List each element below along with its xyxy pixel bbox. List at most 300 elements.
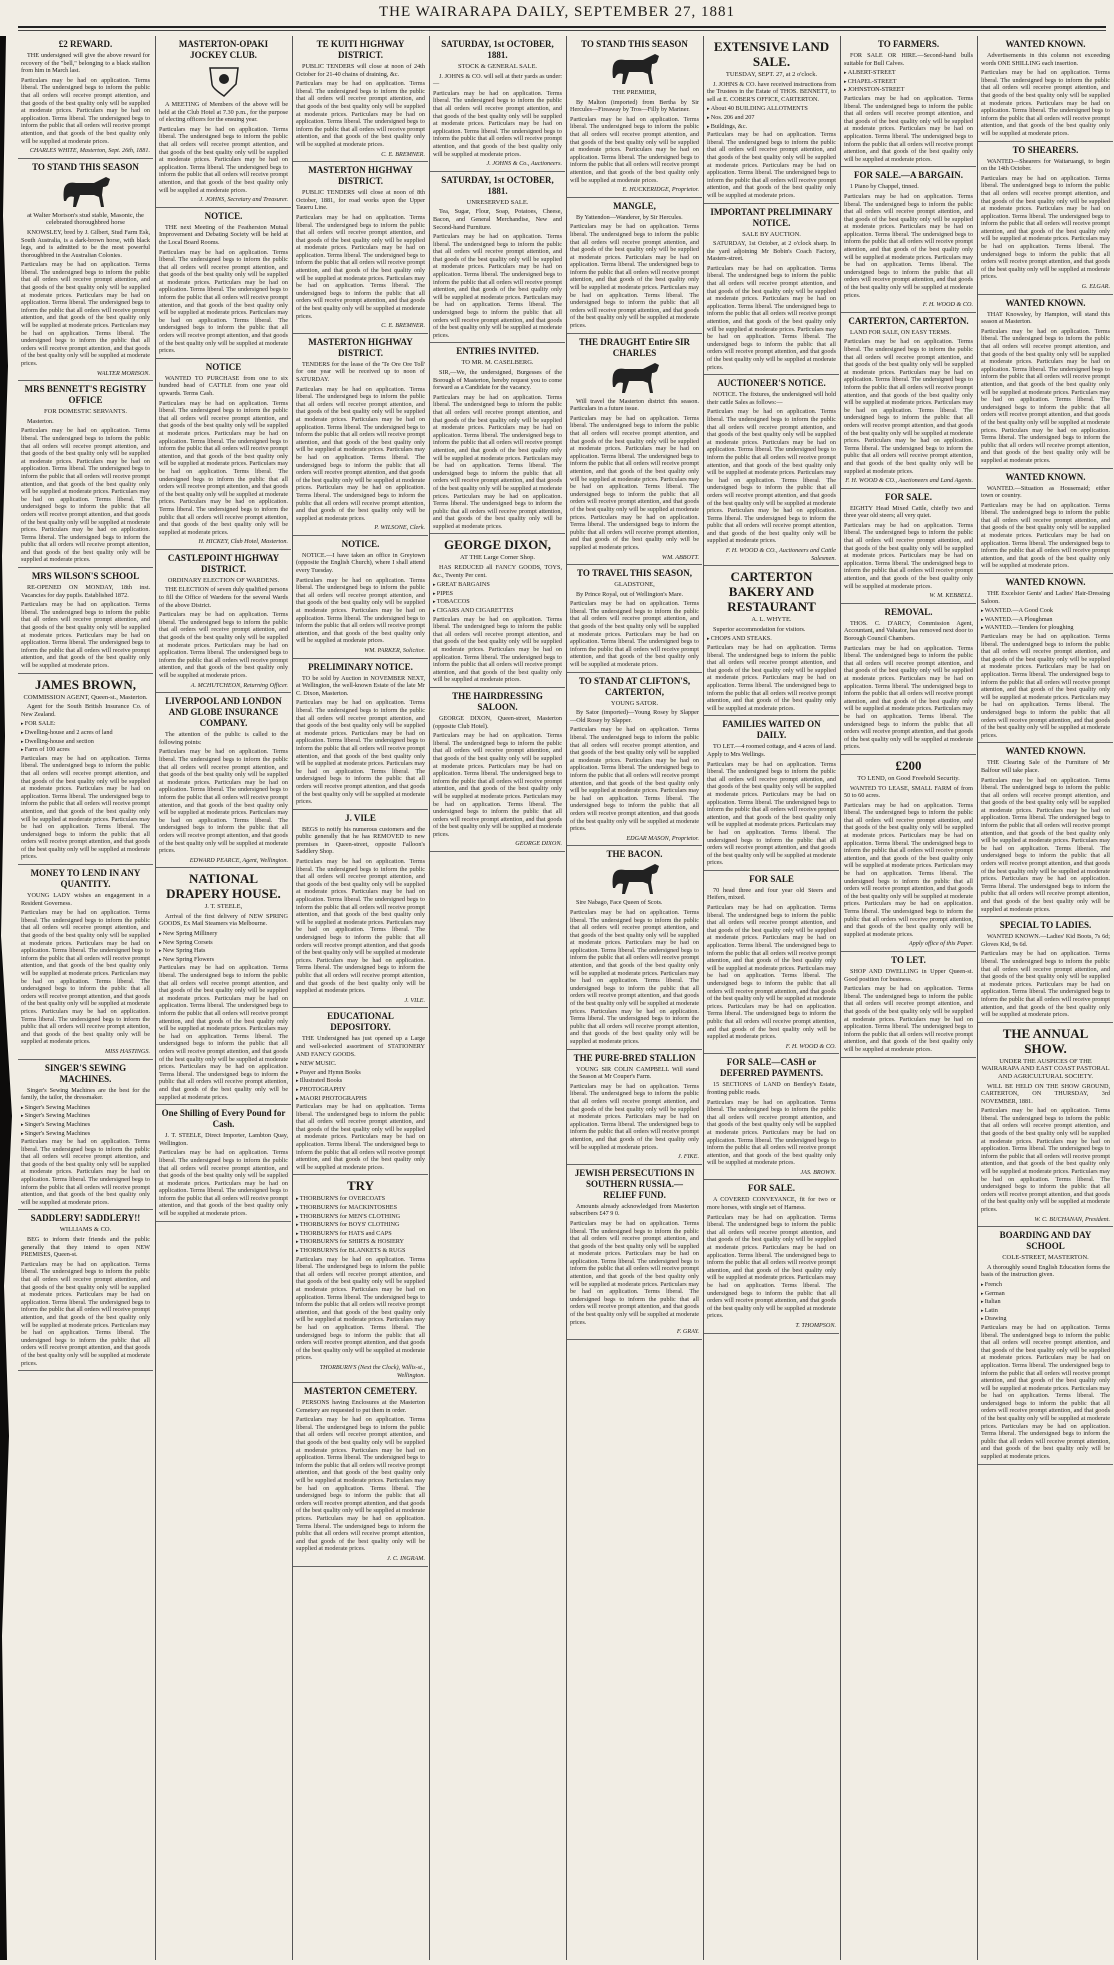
advertisement xyxy=(978,39,1113,142)
advertisement xyxy=(156,1108,291,1222)
ad-signature: J. C. INGRAM. xyxy=(387,1554,425,1562)
ad-title: £2 REWARD. xyxy=(58,39,113,49)
ad-title: CASTLEPOINT HIGHWAY DISTRICT. xyxy=(167,552,280,574)
advertisement xyxy=(841,758,976,952)
ad-body: NOTICE.—I have taken an office in Greytown (opposite the English Church), where I shall attend every Tuesday. xyxy=(296,551,425,575)
ad-signature: WM. PARKER, Solicitor. xyxy=(364,647,425,654)
ad-title: CARTERTON BAKERY AND RESTAURANT xyxy=(727,569,816,615)
ad-body: THE Excelsior Gents' and Ladies' Hair-Dressing Saloon. xyxy=(981,590,1110,605)
ad-body: A MEETING of Members of the above will be held at the Club Hotel at 7.30 p.m., for the purpose of electing officers for the ensuing year. xyxy=(159,101,288,124)
ad-list-item: ▸ THORBURN'S for HATS and CAPS xyxy=(296,1230,425,1239)
ad-title: WANTED KNOWN. xyxy=(1005,39,1086,49)
ad-signature: MISS HASTINGS. xyxy=(104,1047,150,1055)
ad-fine-print: Particulars may be had on application. Terms liberal. The undersigned begs to inform the public that all orders will receive prompt attention, and that goods of the best quality only will be supplied at moderate prices. Particulars may be had on application. Terms liberal. The undersigned begs to inform the public that all orders will receive prompt attention, and that goods of the best quality only will be supplied at moderate prices. Particulars may be had on application. Terms liberal. The undersigned begs to inform the public that all orders will receive prompt attention, and that goods of the best quality only will be supplied at moderate prices. xyxy=(296,699,425,806)
ad-title: NOTICE xyxy=(205,361,242,372)
ad-signature: EDWARD PEARCE, Agent, Wellington. xyxy=(189,856,288,864)
ad-title: MRS BENNETT'S REGISTRY OFFICE xyxy=(24,384,147,406)
ad-list-item: ▸ Drawing xyxy=(981,1315,1110,1324)
ad-title: WANTED KNOWN. xyxy=(1005,471,1086,482)
ad-list-item: ▸ Latin xyxy=(981,1307,1110,1316)
ad-list-item: ▸ THORBURN'S for MACKINTOSHES xyxy=(296,1204,425,1213)
ad-list-item: ▸ CHOPS AND STEAKS. xyxy=(707,635,836,644)
ad-body: THE next Meeting of the Featherston Mutual Improvement and Debating Society will be held at the Local Board Rooms. xyxy=(159,223,288,246)
ad-fine-print: Particulars may be had on application. Terms liberal. The undersigned begs to inform the public that all orders will receive prompt attention, and that goods of the best quality only will be supplied at moderate prices. Particulars may be had on application. Terms liberal. The undersigned begs to inform the public that all orders will receive prompt attention, and that goods of the best quality only will be supplied at moderate prices. Particulars may be had on application. Terms liberal. The undersigned begs to inform the public that all orders will receive prompt attention, and that goods of the best quality only will be supplied at moderate prices. xyxy=(21,754,150,861)
ad-fine-print: Particulars may be had on application. Terms liberal. The undersigned begs to inform the public that all orders will receive prompt attention, and that goods of the best quality only will be supplied at moderate prices. Particulars may be had on application. Terms liberal. The undersigned begs to inform the public that all orders will receive prompt attention, and that goods of the best quality only will be supplied at moderate prices. xyxy=(981,69,1110,137)
ad-body: KNOWSLEY, bred by J. Gilbert, Stud Farm Esk, South Australia, is a dark-brown horse, with black legs, and is admitted to be the most powerful thoroughbred in the Australian Colonies. xyxy=(21,228,150,259)
ad-title: MRS WILSON'S SCHOOL xyxy=(31,571,140,582)
ad-title: GEORGE DIXON, xyxy=(444,537,551,553)
ad-body: J. JOHNS & CO. will sell at their yards as under:— xyxy=(433,72,562,88)
ad-body: THE Undersigned has just opened up a Large and well-selected assortment of STATIONERY AND FANCY GOODS. xyxy=(296,1035,425,1058)
advertisement xyxy=(704,874,839,1054)
advertisement xyxy=(293,813,428,1009)
ad-signature: P. WILSONE, Clerk. xyxy=(374,524,425,532)
ad-fine-print: Particulars may be had on application. Terms liberal. The undersigned begs to inform the public that all orders will receive prompt attention, and that goods of the best quality only will be supplied at moderate prices. Particulars may be had on application. Terms liberal. The undersigned begs to inform the public that all orders will receive prompt attention, and that goods of the best quality only will be supplied at moderate prices. xyxy=(844,985,973,1053)
ad-title: WANTED KNOWN. xyxy=(1005,746,1086,757)
ad-list xyxy=(21,720,150,754)
ad-title: FOR SALE—CASH or DEFERRED PAYMENTS. xyxy=(719,1057,823,1079)
ad-fine-print: Particulars may be had on application. Terms liberal. The undersigned begs to inform the public that all orders will receive prompt attention, and that goods of the best quality only will be supplied at moderate prices. Particulars may be had on application. Terms liberal. The undersigned begs to inform the public that all orders will receive prompt attention, and that goods of the best quality only will be supplied at moderate prices. Particulars may be had on application. Terms liberal. The undersigned begs to inform the public that all orders will receive prompt attention, and that goods of the best quality only will be supplied at moderate prices. Particulars may be had on application. Terms liberal. The undersigned begs to inform the public that all orders will receive prompt attention, and that goods of the best quality only will be supplied at moderate prices. xyxy=(21,427,150,564)
ad-title: NOTICE. xyxy=(204,210,243,221)
ad-body: Tea, Sugar, Flour, Soap, Potatoes, Cheese, Bacon, and General Merchandise, New and Second-hand Furniture. xyxy=(433,208,562,231)
ad-list-item: ▸ New Spring Millinery xyxy=(159,930,288,939)
ad-list-item: ▸ Buildings, &c. xyxy=(707,123,836,132)
ad-list-item: ▸ Singer's Sewing Machines xyxy=(21,1130,150,1139)
advertisement xyxy=(156,696,291,868)
ad-fine-print: Particulars may be had on application. Terms liberal. The undersigned begs to inform the public that all orders will receive prompt attention, and that goods of the best quality only will be supplied at moderate prices. Particulars may be had on application. Terms liberal. The undersigned begs to inform the public that all orders will receive prompt attention, and that goods of the best quality only will be supplied at moderate prices. Particulars may be had on application. Terms liberal. The undersigned begs to inform the public that all orders will receive prompt attention, and that goods of the best quality only will be supplied at moderate prices. xyxy=(981,633,1110,739)
advertisement xyxy=(704,378,839,566)
ad-list-item: ▸ Singer's Sewing Machines xyxy=(21,1112,150,1121)
ad-fine-print: Particulars may be had on application. Terms liberal. The undersigned begs to inform the public that all orders will receive prompt attention, and that goods of the best quality only will be supplied at moderate prices. Particulars may be had on application. Terms liberal. The undersigned begs to inform the public that all orders will receive prompt attention, and that goods of the best quality only will be supplied at moderate prices. Particulars may be had on application. Terms liberal. The undersigned begs to inform the public that all orders will receive prompt attention, and that goods of the best quality only will be supplied at moderate prices. xyxy=(296,213,425,320)
ad-list-item: ▸ Dwelling-house and 2 acres of land xyxy=(21,729,150,738)
ad-title: SINGER'S SEWING MACHINES. xyxy=(44,1062,127,1084)
ad-fine-print: Particulars may be had on application. Terms liberal. The undersigned begs to inform the public that all orders will receive prompt attention, and that goods of the best quality only will be supplied at moderate prices. Particulars may be had on application. Terms liberal. The undersigned begs to inform the public that all orders will receive prompt attention, and that goods of the best quality only will be supplied at moderate prices. xyxy=(570,600,699,669)
ad-title: AUCTIONEER'S NOTICE. xyxy=(717,378,826,389)
ad-list-item: ▸ THORBURN'S for BOYS' CLOTHING xyxy=(296,1221,425,1230)
ad-title: TO STAND THIS SEASON xyxy=(581,39,688,49)
ad-body: PUBLIC TENDERS will close at noon of 8th October, 1881, for road works upon the Upper Taueru Line. xyxy=(296,189,425,212)
ad-title: EXTENSIVE LAND SALE. xyxy=(713,39,830,69)
ad-title: MASTERTON CEMETERY. xyxy=(304,1386,417,1397)
ad-list-item: ▸ PIPES xyxy=(433,590,562,599)
ad-body: Sire Nabago, Face Queen of Scots. xyxy=(576,899,663,907)
advertisement xyxy=(18,868,153,1059)
ad-fine-print: Particulars may be had on application. Terms liberal. The undersigned begs to inform the public that all orders will receive prompt attention, and that goods of the best quality only will be supplied at moderate prices. Particulars may be had on application. Terms liberal. The undersigned begs to inform the public that all orders will receive prompt attention, and that goods of the best quality only will be supplied at moderate prices. xyxy=(296,80,425,148)
advertisement xyxy=(567,849,702,1049)
ad-signature: GEORGE DIXON. xyxy=(515,840,562,848)
ad-title: WANTED KNOWN. xyxy=(1005,297,1086,308)
ad-list-item: ▸ CIGARS AND CIGARETTES xyxy=(433,607,562,616)
ad-fine-print: Particulars may be had on application. Terms liberal. The undersigned begs to inform the public that all orders will receive prompt attention, and that goods of the best quality only will be supplied at moderate prices. Particulars may be had on application. Terms liberal. The undersigned begs to inform the public that all orders will receive prompt attention, and that goods of the best quality only will be supplied at moderate prices. Particulars may be had on application. Terms liberal. The undersigned begs to inform the public that all orders will receive prompt attention, and that goods of the best quality only will be supplied at moderate prices. Particulars may be had on application. Terms liberal. The undersigned begs to inform the public that all orders will receive prompt attention, and that goods of the best quality only will be supplied at moderate prices. xyxy=(296,385,425,522)
advertisement xyxy=(18,384,153,568)
ad-signature: F. H. WOOD & CO., Auctioneers and Cattle Salesmen. xyxy=(725,547,836,562)
ad-list xyxy=(296,1060,425,1103)
ad-title: TRY xyxy=(347,1178,374,1194)
column-8 xyxy=(977,36,1113,1960)
ad-title: WANTED KNOWN. xyxy=(1005,577,1086,588)
ad-body: FOR SALE OR HIRE.—Second-hand bulls suitable for Bull Calves. xyxy=(844,52,973,67)
ad-fine-print: Particulars may be had on application. Terms liberal. The undersigned begs to inform the public that all orders will receive prompt attention, and that goods of the best quality only will be supplied at moderate prices. Particulars may be had on application. Terms liberal. The undersigned begs to inform the public that all orders will receive prompt attention, and that goods of the best quality only will be supplied at moderate prices. Particulars may be had on application. Terms liberal. The undersigned begs to inform the public that all orders will receive prompt attention, and that goods of the best quality only will be supplied at moderate prices. Particulars may be had on application. Terms liberal. The undersigned begs to inform the public that all orders will receive prompt attention, and that goods of the best quality only will be supplied at moderate prices. xyxy=(296,1416,425,1553)
advertisement xyxy=(841,955,976,1058)
ad-fine-print: Particulars may be had on application. Terms liberal. The undersigned begs to inform the public that all orders will receive prompt attention, and that goods of the best quality only will be supplied at moderate prices. Particulars may be had on application. Terms liberal. The undersigned begs to inform the public that all orders will receive prompt attention, and that goods of the best quality only will be supplied at moderate prices. Particulars may be had on application. Terms liberal. The undersigned begs to inform the public that all orders will receive prompt attention, and that goods of the best quality only will be supplied at moderate prices. xyxy=(21,261,150,367)
horse-icon xyxy=(56,175,116,209)
ad-title: LIVERPOOL AND LONDON AND GLOBE INSURANCE COMPANY. xyxy=(165,696,282,729)
advertisement xyxy=(430,175,565,344)
advertisement xyxy=(841,170,976,313)
ad-fine-print: Particulars may be had on application. Terms liberal. The undersigned begs to inform the public that all orders will receive prompt attention, and that goods of the best quality only will be supplied at moderate prices. Particulars may be had on application. Terms liberal. The undersigned begs to inform the public that all orders will receive prompt attention, and that goods of the best quality only will be supplied at moderate prices. Particulars may be had on application. Terms liberal. The undersigned begs to inform the public that all orders will receive prompt attention, and that goods of the best quality only will be supplied at moderate prices. xyxy=(433,233,562,339)
ad-fine-print: Particulars may be had on application. Terms liberal. The undersigned begs to inform the public that all orders will receive prompt attention, and that goods of the best quality only will be supplied at moderate prices. Particulars may be had on application. Terms liberal. The undersigned begs to inform the public that all orders will receive prompt attention, and that goods of the best quality only will be supplied at moderate prices. Particulars may be had on application. Terms liberal. The undersigned begs to inform the public that all orders will receive prompt attention, and that goods of the best quality only will be supplied at moderate prices. xyxy=(707,760,836,867)
ad-body: WILL BE HELD ON THE SHOW GROUND, CARTERTON, ON THURSDAY, 3rd NOVEMBER, 1881. xyxy=(981,1082,1110,1105)
ad-title: FOR SALE. xyxy=(884,491,932,502)
ad-signature: WALTER MORISON. xyxy=(96,369,150,377)
masthead-rule xyxy=(18,26,1106,28)
ad-list-item: ▸ Singer's Sewing Machines xyxy=(21,1104,150,1113)
advertisement xyxy=(18,571,153,674)
ad-title: £200 xyxy=(895,757,922,773)
ad-list-item: ▸ THORBURN'S for MEN'S CLOTHING xyxy=(296,1213,425,1222)
ad-list-item: ▸ WANTED.—A Good Cook xyxy=(981,607,1110,616)
ad-subtitle: J. T. STEELE, xyxy=(204,903,243,911)
ad-body: THE ELECTION of seven duly qualified persons to fill the Office of Wardens for the several Wards of the above District. xyxy=(159,586,288,609)
ad-list-item: ▸ TOBACCOS xyxy=(433,598,562,607)
ad-list-item: ▸ GREAT BARGAINS xyxy=(433,581,562,590)
ad-fine-print: Particulars may be had on application. Terms liberal. The undersigned begs to inform the public that all orders will receive prompt attention, and that goods of the best quality only will be supplied at moderate prices. Particulars may be had on application. Terms liberal. The undersigned begs to inform the public that all orders will receive prompt attention, and that goods of the best quality only will be supplied at moderate prices. Particulars may be had on application. Terms liberal. The undersigned begs to inform the public that all orders will receive prompt attention, and that goods of the best quality only will be supplied at moderate prices. xyxy=(570,726,699,833)
ad-signature: CHARLES WHITE, Masterton, Sept. 26th, 1881. xyxy=(29,147,150,155)
ad-body: Arrival of the first delivery of NEW SPRING GOODS, Ex Mail Steamers via Melbourne. xyxy=(159,912,288,928)
ad-subtitle: TO MR. M. CASELBERG. xyxy=(461,359,534,367)
ad-signature: EDGAR MASON, Proprietor. xyxy=(626,834,699,842)
ad-body: YOUNG LADY wishes an engagement in a Resident Governess. xyxy=(21,892,150,907)
ad-signature: WM. ABBOTT. xyxy=(661,553,699,561)
ad-title: J. VILE xyxy=(345,812,376,823)
ad-list-item: ▸ THORBURN'S for SHIRTS & HOSIERY xyxy=(296,1238,425,1247)
ad-title: FAMILIES WAITED ON DAILY. xyxy=(722,719,821,741)
ad-fine-print: Particulars may be had on application. Terms liberal. The undersigned begs to inform the public that all orders will receive prompt attention, and that goods of the best quality only will be supplied at moderate prices. Particulars may be had on application. Terms liberal. The undersigned begs to inform the public that all orders will receive prompt attention, and that goods of the best quality only will be supplied at moderate prices. xyxy=(159,611,288,679)
ad-body: SATURDAY, 1st October, at 2 o'clock sharp. In the yard adjoining Mr Bobin's Coach Factory, Masters-street. xyxy=(707,240,836,263)
ad-subtitle: TUESDAY, SEPT. 27, at 2 o'clock. xyxy=(725,71,818,78)
ad-fine-print: Particulars may be had on application. Terms liberal. The undersigned begs to inform the public that all orders will receive prompt attention, and that goods of the best quality only will be supplied at moderate prices. Particulars may be had on application. Terms liberal. The undersigned begs to inform the public that all orders will receive prompt attention, and that goods of the best quality only will be supplied at moderate prices. Particulars may be had on application. Terms liberal. The undersigned begs to inform the public that all orders will receive prompt attention, and that goods of the best quality only will be supplied at moderate prices. Particulars may be had on application. Terms liberal. The undersigned begs to inform the public that all orders will receive prompt attention, and that goods of the best quality only will be supplied at moderate prices. xyxy=(159,399,288,536)
ad-list-item: ▸ THORBURN'S for OVERCOATS xyxy=(296,1195,425,1204)
advertisement xyxy=(978,920,1113,1023)
ad-list xyxy=(159,930,288,964)
advertisement xyxy=(704,1057,839,1180)
advertisement xyxy=(567,39,702,198)
ad-title: NATIONAL DRAPERY HOUSE. xyxy=(166,871,281,902)
ad-signature: JAS. BROWN. xyxy=(800,1168,836,1176)
ad-title: IMPORTANT PRELIMINARY NOTICE. xyxy=(710,206,833,228)
crest-icon xyxy=(204,64,244,98)
ad-body: WANTED TO LEASE, SMALL FARM of from 50 to 60 acres. xyxy=(844,784,973,800)
ad-body: EIGHTY Head Mixed Cattle, chiefly two and three year old steers; all very quiet. xyxy=(844,504,973,520)
ad-list xyxy=(433,581,562,615)
ad-fine-print: Particulars may be had on application. Terms liberal. The undersigned begs to inform the public that all orders will receive prompt attention, and that goods of the best quality only will be supplied at moderate prices. Particulars may be had on application. Terms liberal. The undersigned begs to inform the public that all orders will receive prompt attention, and that goods of the best quality only will be supplied at moderate prices. xyxy=(159,125,288,194)
ad-fine-print: Particulars may be had on application. Terms liberal. The undersigned begs to inform the public that all orders will receive prompt attention, and that goods of the best quality only will be supplied at moderate prices. Particulars may be had on application. Terms liberal. The undersigned begs to inform the public that all orders will receive prompt attention, and that goods of the best quality only will be supplied at moderate prices. Particulars may be had on application. Terms liberal. The undersigned begs to inform the public that all orders will receive prompt attention, and that goods of the best quality only will be supplied at moderate prices. xyxy=(296,1255,425,1362)
ad-fine-print: Particulars may be had on application. Terms liberal. The undersigned begs to inform the public that all orders will receive prompt attention, and that goods of the best quality only will be supplied at moderate prices. Particulars may be had on application. Terms liberal. The undersigned begs to inform the public that all orders will receive prompt attention, and that goods of the best quality only will be supplied at moderate prices. xyxy=(21,76,150,145)
ad-title: TO SHEARERS. xyxy=(1012,144,1079,155)
ad-title: JEWISH PERSECUTIONS IN SOUTHERN RUSSIA.—RELIEF FUND. xyxy=(574,1167,695,1200)
ad-subtitle: STOCK & GENERAL SALE. xyxy=(457,63,538,70)
advertisement xyxy=(430,537,565,688)
advertisement xyxy=(293,1178,428,1383)
advertisement xyxy=(567,568,702,673)
ad-body: A thoroughly sound English Education forms the basis of the instruction given. xyxy=(981,1263,1110,1279)
ad-title: PRELIMINARY NOTICE. xyxy=(308,661,413,672)
ad-body: 1 Piano by Chappel, tinned. xyxy=(850,183,919,191)
ad-signature: THORBURN'S (Next the Clock), Willis-st., Wellington. xyxy=(319,1363,425,1379)
advertisement xyxy=(18,39,153,159)
ad-fine-print: Particulars may be had on application. Terms liberal. The undersigned begs to inform the public that all orders will receive prompt attention, and that goods of the best quality only will be supplied at moderate prices. Particulars may be had on application. Terms liberal. The undersigned begs to inform the public that all orders will receive prompt attention, and that goods of the best quality only will be supplied at moderate prices. xyxy=(433,615,562,684)
ad-body: By Yattendon—Wanderer, by Sir Hercules. xyxy=(576,213,683,221)
horse-icon xyxy=(605,862,665,896)
ad-title: TE KUITI HIGHWAY DISTRICT. xyxy=(316,39,405,60)
ad-subtitle: COLE-STREET, MASTERTON. xyxy=(1002,1254,1089,1262)
ad-body: Superior accommodation for visitors. xyxy=(713,625,806,633)
ad-title: THE ANNUAL SHOW. xyxy=(1002,1025,1089,1056)
ad-title: FOR SALE. xyxy=(747,1183,795,1194)
ad-body: SHOP AND DWELLING in Upper Queen-st. Good position for business. xyxy=(844,967,973,983)
ad-fine-print: Particulars may be had on application. Terms liberal. The undersigned begs to inform the public that all orders will receive prompt attention, and that goods of the best quality only will be supplied at moderate prices. Particulars may be had on application. Terms liberal. The undersigned begs to inform the public that all orders will receive prompt attention, and that goods of the best quality only will be supplied at moderate prices. xyxy=(707,131,836,199)
ad-title: SPECIAL TO LADIES. xyxy=(999,920,1092,931)
ad-subtitle: GLADSTONE, xyxy=(614,581,655,589)
ad-fine-print: Particulars may be had on application. Terms liberal. The undersigned begs to inform the public that all orders will receive prompt attention, and that goods of the best quality only will be supplied at moderate prices. Particulars may be had on application. Terms liberal. The undersigned begs to inform the public that all orders will receive prompt attention, and that goods of the best quality only will be supplied at moderate prices. Particulars may be had on application. Terms liberal. The undersigned begs to inform the public that all orders will receive prompt attention, and that goods of the best quality only will be supplied at moderate prices. xyxy=(433,732,562,838)
ad-list xyxy=(296,1195,425,1255)
ad-body: Agent for the South British Insurance Co. of New Zealand. xyxy=(21,703,150,718)
ad-title: TO STAND AT CLIFTON'S, CARTERTON, xyxy=(578,675,691,697)
ad-list-item: ▸ ALBERT-STREET xyxy=(844,69,973,78)
ad-title: THE DRAUGHT Entire SIR CHARLES xyxy=(579,336,690,358)
horse-icon xyxy=(605,52,665,86)
ad-fine-print: Particulars may be had on application. Terms liberal. The undersigned begs to inform the public that all orders will receive prompt attention, and that goods of the best quality only will be supplied at moderate prices. Particulars may be had on application. Terms liberal. The undersigned begs to inform the public that all orders will receive prompt attention, and that goods of the best quality only will be supplied at moderate prices. xyxy=(707,1098,836,1167)
ad-fine-print: Particulars may be had on application. Terms liberal. The undersigned begs to inform the public that all orders will receive prompt attention, and that goods of the best quality only will be supplied at moderate prices. Particulars may be had on application. Terms liberal. The undersigned begs to inform the public that all orders will receive prompt attention, and that goods of the best quality only will be supplied at moderate prices. xyxy=(844,521,973,590)
ad-body: LAND FOR SALE, ON EASY TERMS. xyxy=(850,328,951,336)
ad-title: MANGLE, xyxy=(613,200,656,211)
advertisement xyxy=(430,39,565,172)
ad-body: By Sator (imported)—Young Rosey by Slapper—Old Rosey by Slapper. xyxy=(570,709,699,724)
ad-fine-print: Particulars may be had on application. Terms liberal. The undersigned begs to inform the public that all orders will receive prompt attention, and that goods of the best quality only will be supplied at moderate prices. Particulars may be had on application. Terms liberal. The undersigned begs to inform the public that all orders will receive prompt attention, and that goods of the best quality only will be supplied at moderate prices. xyxy=(570,1082,699,1151)
ad-title: SADDLERY! SADDLERY!! xyxy=(30,1213,141,1224)
ad-list xyxy=(981,607,1110,633)
ad-body: PUBLIC TENDERS will close at noon of 24th October for 21-40 chains of draining, &c. xyxy=(296,63,425,78)
advertisement xyxy=(704,719,839,871)
ad-body: THAT Knowsley, by Hampton, will stand this season at Masterton. xyxy=(981,310,1110,326)
advertisement xyxy=(18,677,153,865)
ad-subtitle: YOUNG SATOR. xyxy=(610,699,659,707)
ad-list-item: ▸ About 40 BUILDING ALLOTMENTS xyxy=(707,105,836,114)
ad-title: CARTERTON, CARTERTON. xyxy=(848,315,969,326)
ad-list-item: ▸ Dwelling-house and section xyxy=(21,738,150,747)
ad-title: MASTERTON HIGHWAY DISTRICT. xyxy=(308,336,413,358)
ad-title: THE HAIRDRESSING SALOON. xyxy=(452,690,543,712)
column-2 xyxy=(155,36,291,1960)
advertisement xyxy=(978,298,1113,469)
ad-signature: F. H. WOOD & CO., Auctioneers and Land Agents. xyxy=(845,477,973,485)
ad-title: ENTRIES INVITED. xyxy=(456,346,539,357)
ad-signature: J. JOHNS & Co., Auctioneers. xyxy=(486,160,562,168)
advertisement xyxy=(430,691,565,852)
ad-subtitle: WILLIAMS & CO. xyxy=(59,1226,112,1234)
ad-title: JAMES BROWN, xyxy=(34,676,137,692)
advertisement xyxy=(156,362,291,550)
ad-title: FOR SALE.—A BARGAIN. xyxy=(853,170,963,181)
ad-body: RE-OPENED ON MONDAY, 18th inst. Vacancies for day pupils. Established 1872. xyxy=(21,584,150,599)
ad-fine-print: Particulars may be had on application. Terms liberal. The undersigned begs to inform the public that all orders will receive prompt attention, and that goods of the best quality only will be supplied at moderate prices. Particulars may be had on application. Terms liberal. The undersigned begs to inform the public that all orders will receive prompt attention, and that goods of the best quality only will be supplied at moderate prices. xyxy=(981,950,1110,1019)
ad-subtitle: AT THE Large Corner Shop. xyxy=(460,554,535,562)
ad-fine-print: Particulars may be had on application. Terms liberal. The undersigned begs to inform the public that all orders will receive prompt attention, and that goods of the best quality only will be supplied at moderate prices. Particulars may be had on application. Terms liberal. The undersigned begs to inform the public that all orders will receive prompt attention, and that goods of the best quality only will be supplied at moderate prices. Particulars may be had on application. Terms liberal. The undersigned begs to inform the public that all orders will receive prompt attention, and that goods of the best quality only will be supplied at moderate prices. xyxy=(844,192,973,299)
ad-fine-print: Particulars may be had on application. Terms liberal. The undersigned begs to inform the public that all orders will receive prompt attention, and that goods of the best quality only will be supplied at moderate prices. Particulars may be had on application. Terms liberal. The undersigned begs to inform the public that all orders will receive prompt attention, and that goods of the best quality only will be supplied at moderate prices. Particulars may be had on application. Terms liberal. The undersigned begs to inform the public that all orders will receive prompt attention, and that goods of the best quality only will be supplied at moderate prices. Particulars may be had on application. Terms liberal. The undersigned begs to inform the public that all orders will receive prompt attention, and that goods of the best quality only will be supplied at moderate prices. xyxy=(433,393,562,530)
ad-list-item: ▸ JOHNSTON-STREET xyxy=(844,86,973,95)
advertisement xyxy=(841,316,976,489)
ad-fine-print: Particulars may be had on application. Terms liberal. The undersigned begs to inform the public that all orders will receive prompt attention, and that goods of the best quality only will be supplied at moderate prices. Particulars may be had on application. Terms liberal. The undersigned begs to inform the public that all orders will receive prompt attention, and that goods of the best quality only will be supplied at moderate prices. Particulars may be had on application. Terms liberal. The undersigned begs to inform the public that all orders will receive prompt attention, and that goods of the best quality only will be supplied at moderate prices. Particulars may be had on application. Terms liberal. The undersigned begs to inform the public that all orders will receive prompt attention, and that goods of the best quality only will be supplied at moderate prices. xyxy=(981,1323,1110,1461)
ad-fine-print: Particulars may be had on application. Terms liberal. The undersigned begs to inform the public that all orders will receive prompt attention, and that goods of the best quality only will be supplied at moderate prices. Particulars may be had on application. Terms liberal. The undersigned begs to inform the public that all orders will receive prompt attention, and that goods of the best quality only will be supplied at moderate prices. Particulars may be had on application. Terms liberal. The undersigned begs to inform the public that all orders will receive prompt attention, and that goods of the best quality only will be supplied at moderate prices. Particulars may be had on application. Terms liberal. The undersigned begs to inform the public that all orders will receive prompt attention, and that goods of the best quality only will be supplied at moderate prices. xyxy=(844,338,973,475)
ad-signature: J. VILE. xyxy=(404,996,425,1004)
ad-body: TENDERS for the lease of the 'Te Ore Ore Toll' for one year will be received up to noon of SATURDAY. xyxy=(296,360,425,383)
ad-title: REMOVAL. xyxy=(884,606,933,617)
ad-title: SATURDAY, 1st OCTOBER, 1881. xyxy=(441,174,554,196)
ad-fine-print: Particulars may be had on application. Terms liberal. The undersigned begs to inform the public that all orders will receive prompt attention, and that goods of the best quality only will be supplied at moderate prices. Particulars may be had on application. Terms liberal. The undersigned begs to inform the public that all orders will receive prompt attention, and that goods of the best quality only will be supplied at moderate prices. Particulars may be had on application. Terms liberal. The undersigned begs to inform the public that all orders will receive prompt attention, and that goods of the best quality only will be supplied at moderate prices. xyxy=(21,1260,150,1367)
ad-fine-print: Particulars may be had on application. Terms liberal. The undersigned begs to inform the public that all orders will receive prompt attention, and that goods of the best quality only will be supplied at moderate prices. Particulars may be had on application. Terms liberal. The undersigned begs to inform the public that all orders will receive prompt attention, and that goods of the best quality only will be supplied at moderate prices. Particulars may be had on application. Terms liberal. The undersigned begs to inform the public that all orders will receive prompt attention, and that goods of the best quality only will be supplied at moderate prices. xyxy=(707,264,836,371)
ad-body: HAS REDUCED all FANCY GOODS, TOYS, &c., Twenty Per cent. xyxy=(433,564,562,579)
ad-title: MASTERTON HIGHWAY DISTRICT. xyxy=(308,165,413,187)
ad-title: MONEY TO LEND IN ANY QUANTITY. xyxy=(30,868,141,890)
ad-fine-print: Particulars may be had on application. Terms liberal. The undersigned begs to inform the public that all orders will receive prompt attention, and that goods of the best quality only will be supplied at moderate prices. Particulars may be had on application. Terms liberal. The undersigned begs to inform the public that all orders will receive prompt attention, and that goods of the best quality only will be supplied at moderate prices. Particulars may be had on application. Terms liberal. The undersigned begs to inform the public that all orders will receive prompt attention, and that goods of the best quality only will be supplied at moderate prices. xyxy=(981,1107,1110,1213)
ad-subtitle: A. L. WHYTE. xyxy=(751,616,792,624)
ad-list-item: ▸ PHOTOGRAPHY xyxy=(296,1086,425,1095)
masthead-title: THE WAIRARAPA DAILY, SEPTEMBER 27, 1881 xyxy=(378,4,735,20)
ad-subtitle: UNDER THE AUSPICES OF THE WAIRARAPA AND EAST COAST PASTORAL AND AGRICULTURAL SOCIETY. xyxy=(981,1057,1110,1080)
advertisement xyxy=(978,1026,1113,1227)
ad-fine-print: Particulars may be had on application. Terms liberal. The undersigned begs to inform the public that all orders will receive prompt attention, and that goods of the best quality only will be supplied at moderate prices. Particulars may be had on application. Terms liberal. The undersigned begs to inform the public that all orders will receive prompt attention, and that goods of the best quality only will be supplied at moderate prices. xyxy=(159,1149,288,1218)
ad-list-item: ▸ MAORI PHOTOGRAPHS xyxy=(296,1095,425,1104)
ad-signature: G. ELGAR. xyxy=(1081,283,1110,291)
ad-fine-print: Particulars may be had on application. Terms liberal. The undersigned begs to inform the public that all orders will receive prompt attention, and that goods of the best quality only will be supplied at moderate prices. Particulars may be had on application. Terms liberal. The undersigned begs to inform the public that all orders will receive prompt attention, and that goods of the best quality only will be supplied at moderate prices. Particulars may be had on application. Terms liberal. The undersigned begs to inform the public that all orders will receive prompt attention, and that goods of the best quality only will be supplied at moderate prices. Particulars may be had on application. Terms liberal. The undersigned begs to inform the public that all orders will receive prompt attention, and that goods of the best quality only will be supplied at moderate prices. xyxy=(159,964,288,1101)
advertisement xyxy=(293,662,428,810)
ad-subtitle: ORDINARY ELECTION OF WARDENS. xyxy=(167,576,280,584)
ad-body: J. JOHNS & CO. have received instructions from the Trustees in the Estate of THOS. BENNETT, to sell at E. COBER'S OFFICE, CARTERTON. xyxy=(707,80,836,103)
masthead xyxy=(0,0,1114,36)
ad-body: By Malton (imported) from Bertha by Sir Hercules—Fireaway by Tros—Filly by Mariner. xyxy=(570,98,699,114)
ad-body: WANTED TO PURCHASE from one to six hundred head of CATTLE from one year old upwards. Terms Cash. xyxy=(159,374,288,397)
advertisement xyxy=(841,607,976,755)
ad-list-item: ▸ Italian xyxy=(981,1298,1110,1307)
ad-body: By Prince Royal, out of Wellington's Mare. xyxy=(576,590,684,598)
ad-body: Will travel the Masterton district this season. Particulars in a future issue. xyxy=(570,397,699,413)
ad-body: TO be sold by Auction in NOVEMBER NEXT, at Wellington, the well-known Estate of the late Mr C. Dixon, Masterton. xyxy=(296,674,425,697)
ad-fine-print: Particulars may be had on application. Terms liberal. The undersigned begs to inform the public that all orders will receive prompt attention, and that goods of the best quality only will be supplied at moderate prices. Particulars may be had on application. Terms liberal. The undersigned begs to inform the public that all orders will receive prompt attention, and that goods of the best quality only will be supplied at moderate prices. Particulars may be had on application. Terms liberal. The undersigned begs to inform the public that all orders will receive prompt attention, and that goods of the best quality only will be supplied at moderate prices. xyxy=(844,644,973,751)
ad-fine-print: Particulars may be had on application. Terms liberal. The undersigned begs to inform the public that all orders will receive prompt attention, and that goods of the best quality only will be supplied at moderate prices. Particulars may be had on application. Terms liberal. The undersigned begs to inform the public that all orders will receive prompt attention, and that goods of the best quality only will be supplied at moderate prices. Particulars may be had on application. Terms liberal. The undersigned begs to inform the public that all orders will receive prompt attention, and that goods of the best quality only will be supplied at moderate prices. Particulars may be had on application. Terms liberal. The undersigned begs to inform the public that all orders will receive prompt attention, and that goods of the best quality only will be supplied at moderate prices. xyxy=(21,909,150,1046)
column-3 xyxy=(292,36,428,1960)
ad-fine-print: Particulars may be had on application. Terms liberal. The undersigned begs to inform the public that all orders will receive prompt attention, and that goods of the best quality only will be supplied at moderate prices. Particulars may be had on application. Terms liberal. The undersigned begs to inform the public that all orders will receive prompt attention, and that goods of the best quality only will be supplied at moderate prices. Particulars may be had on application. Terms liberal. The undersigned begs to inform the public that all orders will receive prompt attention, and that goods of the best quality only will be supplied at moderate prices. xyxy=(707,1213,836,1320)
advertisement xyxy=(704,1183,839,1333)
ad-body: THE undersigned will give the above reward for recovery of the "bell," belonging to a black stallion from him in March last. xyxy=(21,52,150,75)
ad-list-item: ▸ FOR SALE: xyxy=(21,720,150,729)
ad-list-item: ▸ Nos. 206 and 207 xyxy=(707,114,836,123)
ad-subtitle: FOR DOMESTIC SERVANTS. xyxy=(44,408,127,416)
ad-fine-print: Particulars may be had on application. Terms liberal. The undersigned begs to inform the public that all orders will receive prompt attention, and that goods of the best quality only will be supplied at moderate prices. Particulars may be had on application. Terms liberal. The undersigned begs to inform the public that all orders will receive prompt attention, and that goods of the best quality only will be supplied at moderate prices. Particulars may be had on application. Terms liberal. The undersigned begs to inform the public that all orders will receive prompt attention, and that goods of the best quality only will be supplied at moderate prices. xyxy=(159,748,288,855)
ad-body: BEG to inform their friends and the public generally that they intend to open NEW PREMISES, Queen-st. xyxy=(21,1236,150,1259)
ad-list-item: ▸ Prayer and Hymn Books xyxy=(296,1069,425,1078)
column-4 xyxy=(429,36,565,1960)
advertisement xyxy=(978,746,1113,917)
ad-signature: J. JOHNS, Secretary and Treasurer. xyxy=(199,196,288,204)
ad-body: WANTED—Shearers for Waitaruangi, to begin on the 14th October. xyxy=(981,157,1110,173)
advertisement xyxy=(156,211,291,359)
ad-fine-print: Particulars may be had on application. Terms liberal. The undersigned begs to inform the public that all orders will receive prompt attention, and that goods of the best quality only will be supplied at moderate prices. Particulars may be had on application. Terms liberal. The undersigned begs to inform the public that all orders will receive prompt attention, and that goods of the best quality only will be supplied at moderate prices. Particulars may be had on application. Terms liberal. The undersigned begs to inform the public that all orders will receive prompt attention, and that goods of the best quality only will be supplied at moderate prices. xyxy=(570,1219,699,1326)
ad-body: PERSONS having Enclosures at the Masterton Cemetery are requested to put them in order. xyxy=(296,1399,425,1414)
ad-signature: A. MCHUTCHEON, Returning Officer. xyxy=(190,681,288,689)
ad-title: TO LET. xyxy=(891,954,926,965)
ad-signature: F. H. WOOD & CO. xyxy=(785,1042,836,1050)
ad-body: THE Clearing Sale of the Furniture of Mr Balfour will take place. xyxy=(981,759,1110,774)
ad-fine-print: Particulars may be had on application. Terms liberal. The undersigned begs to inform the public that all orders will receive prompt attention, and that goods of the best quality only will be supplied at moderate prices. Particulars may be had on application. Terms liberal. The undersigned begs to inform the public that all orders will receive prompt attention, and that goods of the best quality only will be supplied at moderate prices. Particulars may be had on application. Terms liberal. The undersigned begs to inform the public that all orders will receive prompt attention, and that goods of the best quality only will be supplied at moderate prices. Particulars may be had on application. Terms liberal. The undersigned begs to inform the public that all orders will receive prompt attention, and that goods of the best quality only will be supplied at moderate prices. xyxy=(296,858,425,995)
ad-title: BOARDING AND DAY SCHOOL xyxy=(999,1230,1092,1252)
ad-list-item: ▸ German xyxy=(981,1290,1110,1299)
advertisement xyxy=(841,39,976,167)
ad-list xyxy=(21,1104,150,1138)
advertisement xyxy=(978,577,1113,743)
advertisement xyxy=(293,539,428,659)
ad-signature: E. HUCKERIDGE, Proprietor. xyxy=(622,186,699,194)
ad-title: NOTICE. xyxy=(341,538,380,549)
ad-fine-print: Particulars may be had on application. Terms liberal. The undersigned begs to inform the public that all orders will receive prompt attention, and that goods of the best quality only will be supplied at moderate prices. Particulars may be had on application. Terms liberal. The undersigned begs to inform the public that all orders will receive prompt attention, and that goods of the best quality only will be supplied at moderate prices. Particulars may be had on application. Terms liberal. The undersigned begs to inform the public that all orders will receive prompt attention, and that goods of the best quality only will be supplied at moderate prices. Particulars may be had on application. Terms liberal. The undersigned begs to inform the public that all orders will receive prompt attention, and that goods of the best quality only will be supplied at moderate prices. xyxy=(981,327,1110,464)
advertisement xyxy=(18,1063,153,1211)
advertisement xyxy=(156,871,291,1105)
ad-signature: C. E. BREMNER. xyxy=(381,150,425,158)
ad-list-item: ▸ THORBURN'S for BLANKETS & RUGS xyxy=(296,1247,425,1256)
ad-body: A COVERED CONVEYANCE, fit for two or more horses, with single set of Harness. xyxy=(707,1196,836,1212)
advertisement xyxy=(567,337,702,565)
ad-title: MASTERTON-OPAKI JOCKEY CLUB. xyxy=(178,39,269,60)
ad-body: TO LET.—4 roomed cottage, and 4 acres of land. Apply to Mrs Wellings. xyxy=(707,743,836,758)
ad-list-item: ▸ WANTED.—Tenders for ploughing xyxy=(981,624,1110,633)
advertisement xyxy=(978,145,1113,295)
advertisement xyxy=(841,492,976,604)
ad-fine-print: Particulars may be had on application. Terms liberal. The undersigned begs to inform the public that all orders will receive prompt attention, and that goods of the best quality only will be supplied at moderate prices. Particulars may be had on application. Terms liberal. The undersigned begs to inform the public that all orders will receive prompt attention, and that goods of the best quality only will be supplied at moderate prices. xyxy=(707,644,836,712)
advertisement xyxy=(156,553,291,693)
advertisement xyxy=(567,676,702,847)
advertisement xyxy=(156,39,291,208)
ad-list xyxy=(844,69,973,95)
ad-signature: Apply office of this Paper. xyxy=(908,940,973,948)
column-6 xyxy=(703,36,839,1960)
ad-fine-print: Particulars may be had on application. Terms liberal. The undersigned begs to inform the public that all orders will receive prompt attention, and that goods of the best quality only will be supplied at moderate prices. Particulars may be had on application. Terms liberal. The undersigned begs to inform the public that all orders will receive prompt attention, and that goods of the best quality only will be supplied at moderate prices. Particulars may be had on application. Terms liberal. The undersigned begs to inform the public that all orders will receive prompt attention, and that goods of the best quality only will be supplied at moderate prices. xyxy=(981,174,1110,281)
advertisement xyxy=(293,165,428,334)
ad-fine-print: Particulars may be had on application. Terms liberal. The undersigned begs to inform the public that all orders will receive prompt attention, and that goods of the best quality only will be supplied at moderate prices. Particulars may be had on application. Terms liberal. The undersigned begs to inform the public that all orders will receive prompt attention, and that goods of the best quality only will be supplied at moderate prices. Particulars may be had on application. Terms liberal. The undersigned begs to inform the public that all orders will receive prompt attention, and that goods of the best quality only will be supplied at moderate prices. Particulars may be had on application. Terms liberal. The undersigned begs to inform the public that all orders will receive prompt attention, and that goods of the best quality only will be supplied at moderate prices. xyxy=(707,408,836,545)
ad-body: YOUNG SIR COLIN CAMPBELL Will stand the Season at Mr Couper's Farm. xyxy=(570,1065,699,1081)
ad-body: Advertisements in this column not exceeding words ONE SHILLING each insertion. xyxy=(981,52,1110,67)
ad-title: THE BACON. xyxy=(606,849,663,860)
ad-signature: C. E. BREMNER. xyxy=(381,322,425,330)
ad-body: THOS. C. D'ARCY, Commission Agent, Accountant, and Valuator, has removed next door to Borough Council Chambers. xyxy=(844,619,973,642)
ad-body: Singer's Sewing Machines are the best for the family, the tailor, the dressmaker. xyxy=(21,1086,150,1102)
advertisement xyxy=(567,201,702,334)
ad-fine-print: Particulars may be had on application. Terms liberal. The undersigned begs to inform the public that all orders will receive prompt attention, and that goods of the best quality only will be supplied at moderate prices. Particulars may be had on application. Terms liberal. The undersigned begs to inform the public that all orders will receive prompt attention, and that goods of the best quality only will be supplied at moderate prices. Particulars may be had on application. Terms liberal. The undersigned begs to inform the public that all orders will receive prompt attention, and that goods of the best quality only will be supplied at moderate prices. Particulars may be had on application. Terms liberal. The undersigned begs to inform the public that all orders will receive prompt attention, and that goods of the best quality only will be supplied at moderate prices. xyxy=(844,801,973,938)
ad-list-item: ▸ CHAPEL-STREET xyxy=(844,78,973,87)
column-1 xyxy=(18,36,153,1960)
ad-signature: F. GRAY. xyxy=(676,1328,699,1336)
ad-list-item: ▸ NEW MUSIC. xyxy=(296,1060,425,1069)
advertisement xyxy=(567,1168,702,1340)
ad-fine-print: Particulars may be had on application. Terms liberal. The undersigned begs to inform the public that all orders will receive prompt attention, and that goods of the best quality only will be supplied at moderate prices. Particulars may be had on application. Terms liberal. The undersigned begs to inform the public that all orders will receive prompt attention, and that goods of the best quality only will be supplied at moderate prices. Particulars may be had on application. Terms liberal. The undersigned begs to inform the public that all orders will receive prompt attention, and that goods of the best quality only will be supplied at moderate prices. xyxy=(570,223,699,330)
ad-fine-print: Particulars may be had on application. Terms liberal. The undersigned begs to inform the public that all orders will receive prompt attention, and that goods of the best quality only will be supplied at moderate prices. Particulars may be had on application. Terms liberal. The undersigned begs to inform the public that all orders will receive prompt attention, and that goods of the best quality only will be supplied at moderate prices. xyxy=(21,1138,150,1206)
ad-fine-print: Particulars may be had on application. Terms liberal. The undersigned begs to inform the public that all orders will receive prompt attention, and that goods of the best quality only will be supplied at moderate prices. Particulars may be had on application. Terms liberal. The undersigned begs to inform the public that all orders will receive prompt attention, and that goods of the best quality only will be supplied at moderate prices. xyxy=(433,89,562,158)
ad-list-item: ▸ French xyxy=(981,1281,1110,1290)
advertisement xyxy=(978,1230,1113,1464)
advertisement xyxy=(293,1011,428,1175)
ad-fine-print: Particulars may be had on application. Terms liberal. The undersigned begs to inform the public that all orders will receive prompt attention, and that goods of the best quality only will be supplied at moderate prices. Particulars may be had on application. Terms liberal. The undersigned begs to inform the public that all orders will receive prompt attention, and that goods of the best quality only will be supplied at moderate prices. xyxy=(981,501,1110,570)
ad-list-item: ▸ Illustrated Books xyxy=(296,1077,425,1086)
ad-subtitle: at Walter Morison's stud stable, Masonic, the celebrated thoroughbred horse xyxy=(27,211,144,227)
ad-title: THE PURE-BRED STALLION xyxy=(573,1052,696,1063)
